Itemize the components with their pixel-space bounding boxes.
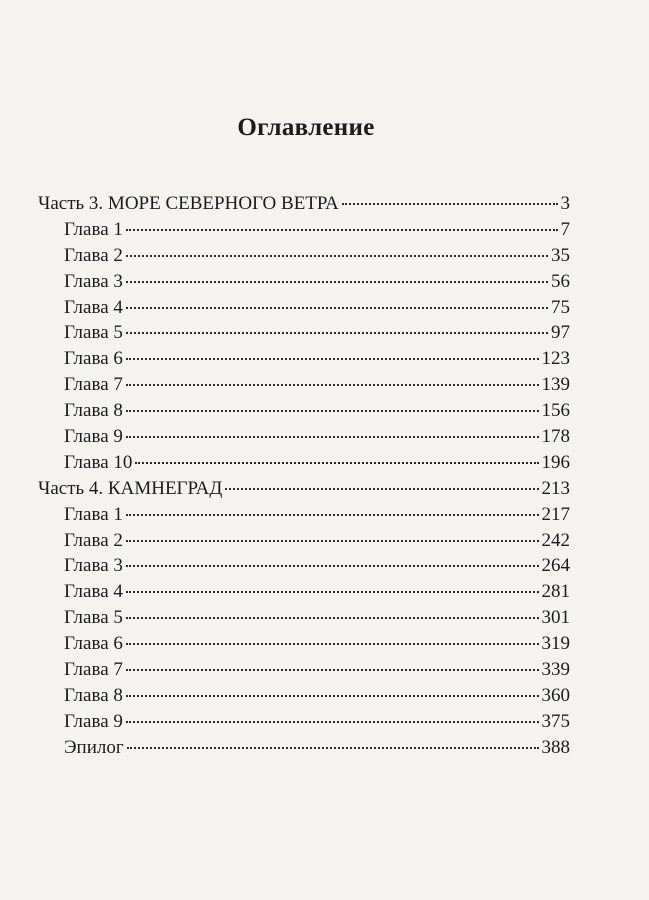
dot-leader xyxy=(135,462,538,464)
toc-entry-label: Глава 2 xyxy=(64,244,123,266)
toc-entry-label: Глава 3 xyxy=(64,270,123,292)
toc-entry-label: Глава 7 xyxy=(64,659,123,681)
toc-chapter-entry xyxy=(38,502,570,528)
page-title: Оглавление xyxy=(237,114,375,141)
dot-leader xyxy=(126,332,548,334)
toc-entry-label: Глава 7 xyxy=(64,374,123,396)
dot-leader xyxy=(225,488,538,490)
toc-page-number: 213 xyxy=(541,477,570,499)
toc-page-number: 242 xyxy=(541,529,570,551)
toc-chapter-entry xyxy=(38,709,570,735)
toc-page-number: 217 xyxy=(541,503,570,525)
dot-leader xyxy=(126,307,548,309)
dot-leader xyxy=(127,747,539,749)
toc-chapter-entry xyxy=(38,346,570,372)
toc-entry-label: Глава 9 xyxy=(64,710,123,732)
toc-entry-label: Глава 8 xyxy=(64,684,123,706)
toc-entry-label: Эпилог xyxy=(64,736,124,758)
dot-leader xyxy=(126,358,539,360)
dot-leader xyxy=(126,540,539,542)
table-of-contents xyxy=(38,191,570,761)
toc-page-number: 301 xyxy=(541,607,570,629)
toc-entry-label: Глава 4 xyxy=(64,581,123,603)
toc-page-number: 123 xyxy=(541,348,570,370)
dot-leader xyxy=(342,203,558,205)
toc-entry-label: Глава 4 xyxy=(64,296,123,318)
toc-entry-label: Глава 3 xyxy=(64,555,123,577)
toc-chapter-entry xyxy=(38,424,570,450)
dot-leader xyxy=(126,255,548,257)
toc-page-number: 178 xyxy=(541,426,570,448)
toc-page-number: 3 xyxy=(560,193,570,214)
toc-entry-label: Глава 9 xyxy=(64,426,123,448)
toc-chapter-entry xyxy=(38,657,570,683)
dot-leader xyxy=(126,281,548,283)
toc-page-number: 75 xyxy=(551,296,570,318)
toc-entry-label: Глава 1 xyxy=(64,503,123,525)
toc-page-number: 156 xyxy=(541,400,570,422)
dot-leader xyxy=(126,669,539,671)
toc-page-number: 319 xyxy=(541,633,570,655)
toc-chapter-entry xyxy=(38,217,570,243)
dot-leader xyxy=(126,591,539,593)
toc-page-number: 139 xyxy=(541,374,570,396)
toc-page-number: 56 xyxy=(551,270,570,292)
dot-leader xyxy=(126,643,539,645)
toc-entry-label: Глава 2 xyxy=(64,529,123,551)
toc-entry-label: Глава 6 xyxy=(64,633,123,655)
toc-page-number: 360 xyxy=(541,684,570,706)
toc-chapter-entry xyxy=(38,631,570,657)
toc-part-entry xyxy=(38,476,570,502)
toc-chapter-entry xyxy=(38,269,570,295)
dot-leader xyxy=(126,695,539,697)
toc-part-entry xyxy=(38,191,570,217)
dot-leader xyxy=(126,436,539,438)
toc-entry-label: Глава 5 xyxy=(64,607,123,629)
toc-entry-label: Глава 6 xyxy=(64,348,123,370)
toc-chapter-entry xyxy=(38,320,570,346)
toc-entry-label: Часть 4. КАМНЕГРАД xyxy=(38,477,223,499)
toc-chapter-entry xyxy=(38,553,570,579)
dot-leader xyxy=(126,384,539,386)
toc-entry-label: Глава 8 xyxy=(64,400,123,422)
toc-page-number: 35 xyxy=(551,244,570,266)
dot-leader xyxy=(126,565,539,567)
toc-page-number: 375 xyxy=(541,710,570,732)
toc-chapter-entry xyxy=(38,579,570,605)
dot-leader xyxy=(126,410,539,412)
dot-leader xyxy=(126,617,539,619)
toc-page-number: 388 xyxy=(541,736,570,758)
toc-chapter-entry xyxy=(38,295,570,321)
toc-entry-label: Глава 10 xyxy=(64,451,133,473)
toc-page-number: 7 xyxy=(560,218,570,240)
toc-page-number: 264 xyxy=(541,555,570,577)
toc-entry-label: Часть 3. МОРЕ СЕВЕРНОГО ВЕТРА xyxy=(38,193,339,214)
toc-page-number: 196 xyxy=(541,451,570,473)
toc-page-number: 339 xyxy=(541,659,570,681)
toc-entry-label: Глава 1 xyxy=(64,218,123,240)
dot-leader xyxy=(126,721,539,723)
toc-chapter-entry xyxy=(38,372,570,398)
toc-chapter-entry xyxy=(38,683,570,709)
toc-chapter-entry xyxy=(38,243,570,269)
toc-chapter-entry xyxy=(38,398,570,424)
toc-chapter-entry xyxy=(38,735,570,761)
toc-chapter-entry xyxy=(38,605,570,631)
dot-leader xyxy=(126,229,558,231)
toc-chapter-entry xyxy=(38,450,570,476)
toc-entry-label: Глава 5 xyxy=(64,322,123,344)
toc-page-number: 97 xyxy=(551,322,570,344)
toc-page-number: 281 xyxy=(541,581,570,603)
dot-leader xyxy=(126,514,539,516)
toc-chapter-entry xyxy=(38,528,570,554)
